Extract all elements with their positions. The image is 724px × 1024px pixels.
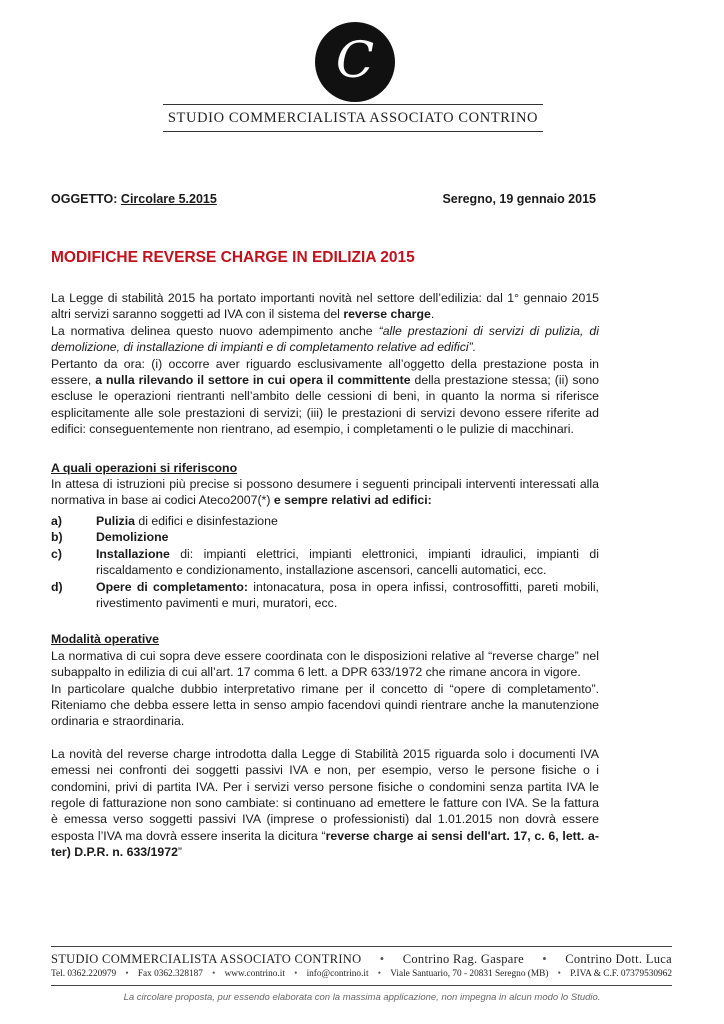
footer-website-link[interactable]: www.contrino.it (224, 969, 285, 979)
list-item: b) Demolizione (51, 530, 169, 545)
footer-studio-line (51, 952, 672, 967)
list-item: d) Opere di completamento: intonacatura, posa in opera infissi, controsoffitti, pareti mobili, rivestimento pavimenti e muri, muratori, ecc. (51, 579, 599, 610)
separator-dot: • (379, 952, 385, 966)
procedures-paragraph-2: In particolare qualche dubbio interpretativo rimane per il concetto di “opere di completamento”. Riteniamo che debba essere letta in senso ampio facendovi quindi rientrare anche la manutenzione ordinaria e straordinaria. (51, 681, 599, 729)
footer-studio-name: STUDIO COMMERCIALISTA ASSOCIATO CONTRINO (51, 952, 362, 966)
footer-vat: P.IVA & C.F. 07379530962 (570, 969, 672, 979)
separator-dot: • (557, 969, 561, 979)
subject-value: Circolare 5.2015 (120, 192, 217, 206)
separator-dot: • (377, 969, 382, 979)
intro-paragraph-1: La Legge di stabilità 2015 ha portato importanti novità nel settore dell’edilizia: dal 1° gennaio 2015 altri servizi saranno soggetti ad IVA con il sistema del reverse charge. (51, 291, 599, 322)
footer-tel: Tel. 0362.220979 (51, 969, 117, 979)
header-rule-bottom (163, 131, 543, 132)
procedures-paragraph-3: La novità del reverse charge introdotta dalla Legge di Stabilità 2015 riguarda solo i documenti IVA emessi nei confronti dei soggetti passivi IVA e non, per esempio, verso le persone fisiche o i condomini, privi di partita IVA. Per i servizi verso persone fisiche o condomini senza partita IVA le regole di fatturazione non sono cambiate: si continuano ad emettere le fatture con IVA. Se la fattura è emessa verso soggetti passivi IVA (imprese o professionisti) dal 1.01.2015 non dovrà essere esposta l’IVA ma dovrà essere inserita la dicitura “reverse charge ai sensi dell'art. 17, c. 6, lett. a-ter) D.P.R. n. 633/1972” (51, 746, 599, 860)
document-headline: MODIFICHE REVERSE CHARGE IN EDILIZIA 2015 (51, 249, 415, 266)
document-body (51, 290, 599, 861)
section-title-procedures: Modalità operative (51, 632, 159, 647)
operations-list (51, 513, 599, 611)
footer-rule-bottom (51, 985, 672, 986)
letter-date: Seregno, 19 gennaio 2015 (442, 192, 596, 206)
section-operations-intro: In attesa di istruzioni più precise si possono desumere i seguenti principali interventi interessati alla normativa in base ai codici Ateco2007(*) e sempre relativi ad edifici: (51, 477, 599, 508)
intro-paragraph-3: Pertanto da ora: (i) occorre aver riguardo esclusivamente all’oggetto della prestazione posta in essere, a nulla rilevando il settore in cui opera il committente della prestazione stessa; (ii) sono escluse le operazioni rientranti nell’ambito delle cessioni di beni, in quanto la norma si riferisce esplicitamente alle sole prestazioni di servizi; (iii) le prestazioni di servizi devono essere riferite ad edifici: conseguentemente non rientrano, ad esempio, i completamenti o le pulizie di macchinari. (51, 356, 599, 437)
logo-letter: C (335, 31, 375, 89)
header-title: STUDIO COMMERCIALISTA ASSOCIATO CONTRINO (167, 110, 539, 126)
subject-label: OGGETTO: (51, 192, 118, 206)
separator-dot: • (542, 952, 547, 966)
footer-email-link[interactable]: info@contrino.it (306, 969, 369, 979)
list-item: a) Pulizia di edifici e disinfestazione (51, 513, 278, 528)
separator-dot: • (125, 969, 129, 979)
footer-disclaimer: La circolare proposta, pur essendo elaborata con la massima applicazione, non impegna in alcun modo lo Studio. (123, 992, 601, 1003)
footer-rule-top (51, 946, 672, 947)
separator-dot: • (212, 969, 216, 979)
intro-paragraph-2: La normativa delinea questo nuovo adempimento anche “alle prestazioni di servizi di pulizia, di demolizione, di installazione di impianti e di completamento relative ad edifici”. (51, 323, 599, 355)
subject-line (51, 192, 596, 206)
list-item: c) Installazione di: impianti elettrici, impianti elettronici, impianti idraulici, impianti di riscaldamento e condizionamento, installazione ascensori, cancelli automatici, ecc. (51, 546, 599, 578)
procedures-paragraph-1: La normativa di cui sopra deve essere coordinata con le disposizioni relative al “reverse charge” nel subappalto in edilizia di cui all’art. 17 comma 6 lett. a DPR 633/1972 che rimane ancora in vigore. (51, 648, 599, 680)
footer-partner-1: Contrino Rag. Gaspare (402, 952, 524, 966)
section-title-operations: A quali operazioni si riferiscono (51, 460, 238, 475)
footer-fax: Fax 0362.328187 (137, 969, 203, 979)
footer-address: Viale Santuario, 70 - 20831 Seregno (MB) (390, 969, 549, 979)
separator-dot: • (294, 969, 298, 979)
footer-contact-line (51, 969, 672, 979)
footer-partner-2: Contrino Dott. Luca (565, 952, 672, 966)
studio-logo (315, 22, 395, 102)
header-rule-top (163, 104, 543, 105)
